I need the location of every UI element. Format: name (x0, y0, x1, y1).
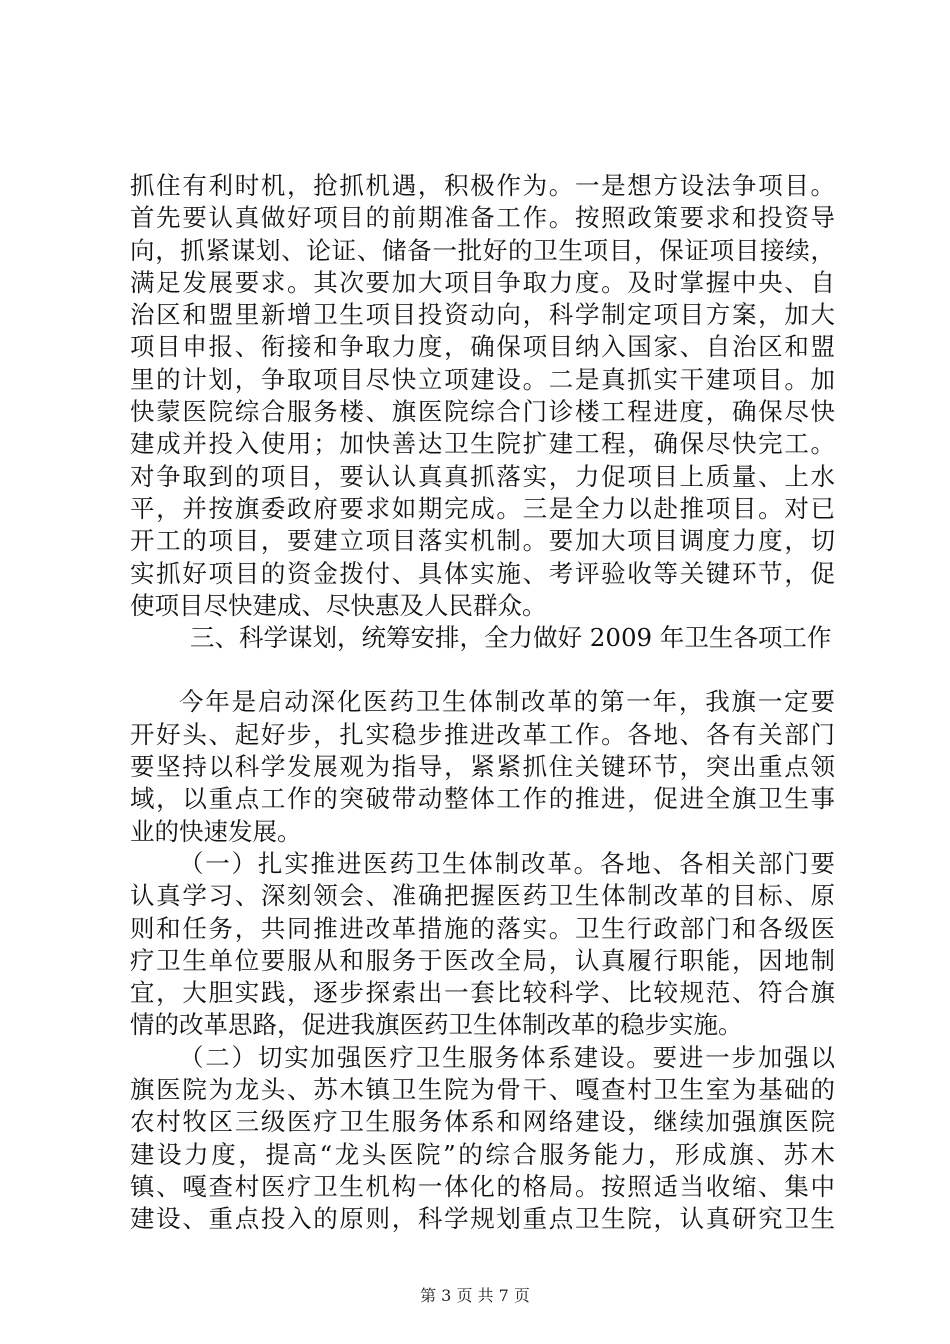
text-line: 满足发展要求。其次要加大项目争取力度。及时掌握中央、自 (130, 267, 835, 297)
text-line: 使项目尽快建成、尽快惠及人民群众。 (130, 590, 547, 620)
text-line: 建成并投入使用；加快善达卫生院扩建工程，确保尽快完工。 (130, 429, 835, 459)
text-line: 平，并按旗委政府要求如期完成。三是全力以赴推项目。对已 (130, 493, 835, 523)
text-line: 实抓好项目的资金拨付、具体实施、考评验收等关键环节，促 (130, 558, 835, 588)
text-line: （二）切实加强医疗卫生服务体系建设。要进一步加强以 (179, 1042, 835, 1072)
text-line: 治区和盟里新增卫生项目投资动向，科学制定项目方案，加大 (130, 300, 835, 330)
text-line: 快蒙医院综合服务楼、旗医院综合门诊楼工程进度，确保尽快 (130, 397, 835, 427)
body-text (130, 170, 835, 1236)
blank-line (130, 654, 835, 686)
text-line: （一）扎实推进医药卫生体制改革。各地、各相关部门要 (179, 848, 835, 878)
text-line: 抓住有利时机，抢抓机遇，积极作为。一是想方设法争项目。 (130, 171, 835, 200)
text-line: 疗卫生单位要服从和服务于医改全局，认真履行职能，因地制 (130, 945, 835, 975)
text-line: 里的计划，争取项目尽快立项建设。二是真抓实干建项目。加 (130, 364, 835, 394)
paragraph-2 (130, 686, 835, 847)
text-line: 对争取到的项目，要认认真真抓落实，力促项目上质量、上水 (130, 461, 835, 491)
text-line: 要坚持以科学发展观为指导，紧紧抓住关键环节，突出重点领 (130, 752, 835, 782)
text-line: 向，抓紧谋划、论证、储备一批好的卫生项目，保证项目接续， (130, 235, 835, 265)
paragraph-3 (130, 848, 835, 1042)
text-line: 宜，大胆实践，逐步探索出一套比较科学、比较规范、符合旗 (130, 978, 835, 1008)
text-line: 业的快速发展。 (130, 816, 302, 846)
page-number-footer: 第 3 页 共 7 页 (420, 1286, 530, 1305)
text-line: 认真学习、深刻领会、准确把握医药卫生体制改革的目标、原 (130, 881, 835, 911)
text-line: 今年是启动深化医药卫生体制改革的第一年，我旗一定要 (179, 687, 835, 717)
section-heading: 三、科学谋划，统筹安排，全力做好 2009 年卫生各项工作 (190, 623, 832, 653)
text-line: 域，以重点工作的突破带动整体工作的推进，促进全旗卫生事 (130, 784, 835, 814)
paragraph-4 (130, 1042, 835, 1236)
text-line: 镇、嘎查村医疗卫生机构一体化的格局。按照适当收缩、集中 (130, 1171, 835, 1201)
text-line: 首先要认真做好项目的前期准备工作。按照政策要求和投资导 (130, 203, 835, 233)
text-line: 旗医院为龙头、苏木镇卫生院为骨干、嘎查村卫生室为基础的 (130, 1075, 835, 1105)
text-line: 农村牧区三级医疗卫生服务体系和网络建设，继续加强旗医院 (130, 1107, 835, 1137)
text-line: 开工的项目，要建立项目落实机制。要加大项目调度力度，切 (130, 526, 835, 556)
text-line: 建设力度，提高“龙头医院”的综合服务能力，形成旗、苏木 (130, 1139, 835, 1169)
text-line: 开好头、起好步，扎实稳步推进改革工作。各地、各有关部门 (130, 719, 835, 749)
paragraph-1 (130, 170, 835, 622)
text-line: 则和任务，共同推进改革措施的落实。卫生行政部门和各级医 (130, 913, 835, 943)
text-line: 建设、重点投入的原则，科学规划重点卫生院，认真研究卫生 (130, 1204, 835, 1234)
text-line: 项目申报、衔接和争取力度，确保项目纳入国家、自治区和盟 (130, 332, 835, 362)
text-line: 情的改革思路，促进我旗医药卫生体制改革的稳步实施。 (130, 1010, 743, 1040)
